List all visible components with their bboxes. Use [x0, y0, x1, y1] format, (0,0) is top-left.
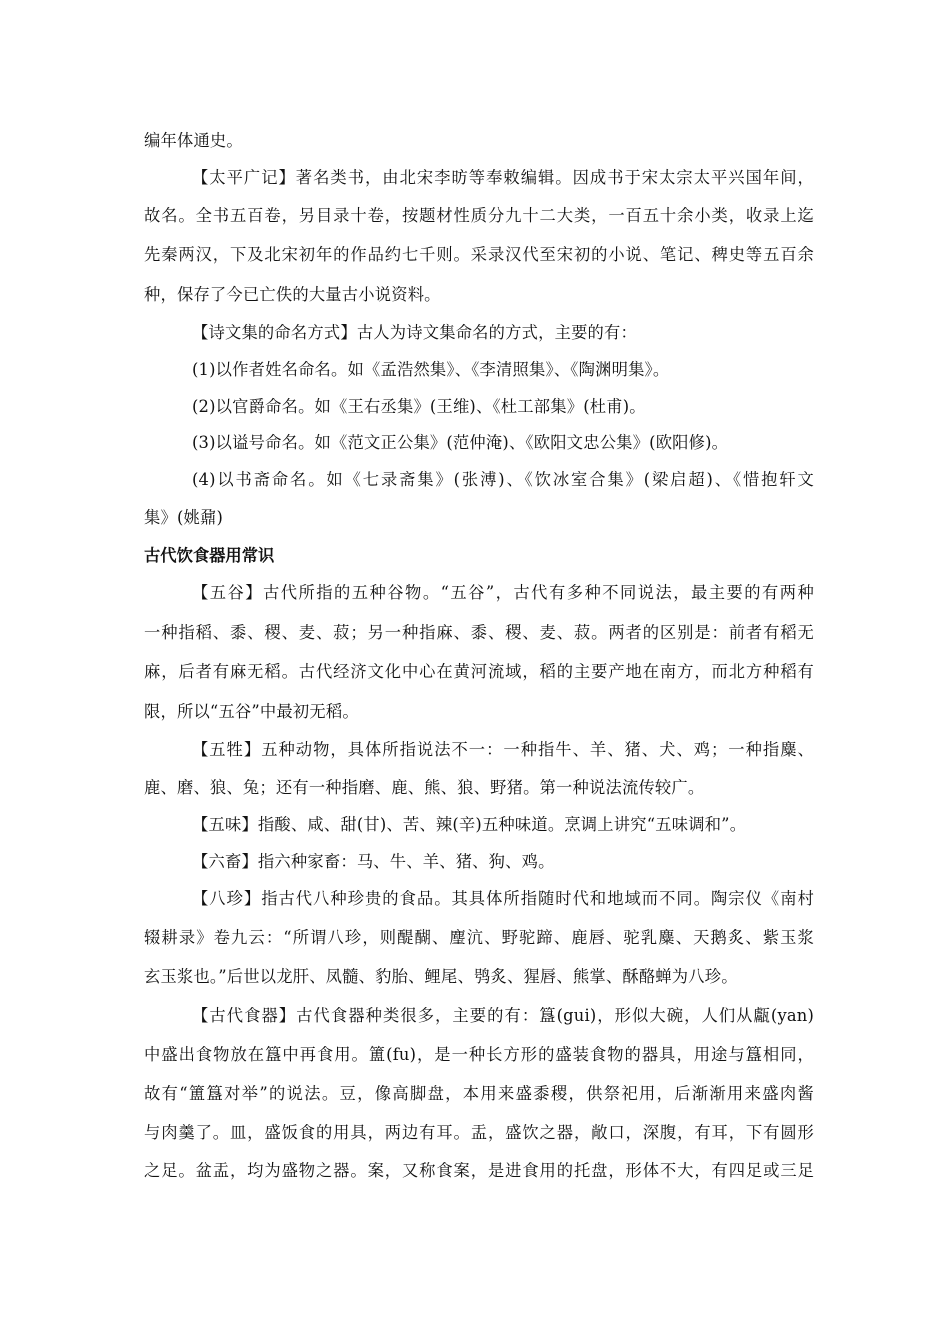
text-line: 辍耕录》卷九云：“所谓八珍，则醍醐、麈沆、野驼蹄、鹿唇、驼乳麋、天鹅炙、紫玉浆 — [144, 928, 814, 947]
paragraph-ancient-food-vessels: 【古代食器】古代食器种类很多，主要的有：簋(gui)，形似大碗，人们从甗(yan) — [192, 1006, 814, 1025]
paragraph-wugu: 【五谷】古代所指的五种谷物。“五谷”，古代有多种不同说法，最主要的有两种 — [192, 583, 814, 602]
text-line: 先秦两汉，下及北宋初年的作品约七千则。采录汉代至宋初的小说、笔记、稗史等五百余 — [144, 245, 814, 264]
text-line: 限，所以“五谷”中最初无稻。 — [144, 702, 359, 721]
text-line: 之足。盆盂，均为盛物之器。案，又称食案，是进食用的托盘，形体不大，有四足或三足 — [144, 1161, 814, 1180]
text-line: 一种指稻、黍、稷、麦、菽；另一种指麻、黍、稷、麦、菽。两者的区别是：前者有稻无 — [144, 623, 814, 642]
paragraph-liuchu: 【六畜】指六种家畜：马、牛、羊、猪、狗、鸡。 — [192, 852, 555, 871]
paragraph-wusheng: 【五牲】五种动物，具体所指说法不一：一种指牛、羊、猪、犬、鸡；一种指麋、 — [192, 740, 814, 759]
paragraph-taiping-guangji: 【太平广记】著名类书，由北宋李昉等奉敕编辑。因成书于宋太宗太平兴国年间， — [192, 168, 814, 187]
list-item: (4)以书斋命名。如《七录斋集》(张溥)、《饮冰室合集》(梁启超)、《惜抱轩文 — [192, 470, 814, 489]
text-line: 故有“簠簋对举”的说法。豆，像高脚盘，本用来盛黍稷，供祭祀用，后渐渐用来盛肉酱 — [144, 1084, 814, 1103]
text-line: 编年体通史。 — [144, 131, 243, 150]
list-item: (2)以官爵命名。如《王右丞集》(王维)、《杜工部集》(杜甫)。 — [192, 397, 646, 416]
list-item: (3)以谥号命名。如《范文正公集》(范仲淹)、《欧阳文忠公集》(欧阳修)。 — [192, 433, 729, 452]
text-line: 中盛出食物放在簋中再食用。簠(fu)，是一种长方形的盛装食物的器具，用途与簋相同， — [144, 1045, 814, 1064]
text-line: 与肉羹了。皿，盛饭食的用具，两边有耳。盂，盛饮之器，敞口，深腹，有耳，下有圆形 — [144, 1123, 814, 1142]
section-heading: 古代饮食器用常识 — [144, 546, 275, 565]
text-line: 故名。全书五百卷，另目录十卷，按题材性质分九十二大类，一百五十余小类，收录上迄 — [144, 206, 814, 225]
text-line: 玄玉浆也。”后世以龙肝、凤髓、豹胎、鲤尾、鸮炙、猩唇、熊掌、酥酪蝉为八珍。 — [144, 967, 738, 986]
paragraph-naming-methods: 【诗文集的命名方式】古人为诗文集命名的方式，主要的有： — [192, 323, 637, 342]
paragraph-bazhen: 【八珍】指古代八种珍贵的食品。其具体所指随时代和地域而不同。陶宗仪《南村 — [192, 889, 814, 908]
text-line: 种，保存了今已亡佚的大量古小说资料。 — [144, 285, 441, 304]
text-line: 鹿、磨、狼、兔；还有一种指磨、鹿、熊、狼、野猪。第一种说法流传较广。 — [144, 778, 705, 797]
text-line: 麻，后者有麻无稻。古代经济文化中心在黄河流域，稻的主要产地在南方，而北方种稻有 — [144, 662, 814, 681]
list-item: (1)以作者姓名命名。如《孟浩然集》、《李清照集》、《陶渊明集》。 — [192, 360, 670, 379]
text-line: 集》(姚鼐) — [144, 508, 224, 527]
paragraph-wuwei: 【五味】指酸、咸、甜(甘)、苦、辣(辛)五种味道。烹调上讲究“五味调和”。 — [192, 815, 747, 834]
